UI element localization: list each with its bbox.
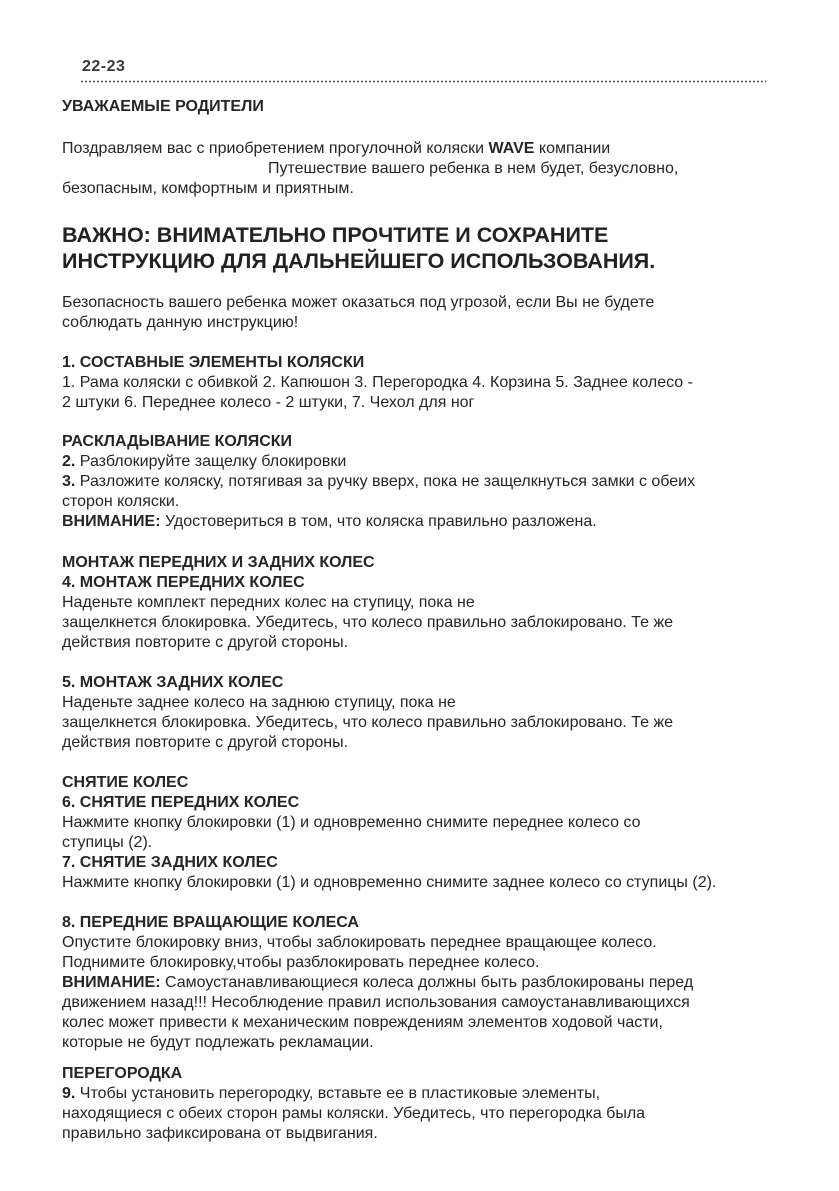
mounting-rear-line-3: действия повторите с другой стороны. (62, 734, 349, 751)
unfolding-step-3: 3. Разложите коляску, потягивая за ручку вверх, пока не защелкнуться замки с обеих (62, 473, 696, 490)
swivel-attention-4: которые не будут подлежать рекламации. (62, 1034, 374, 1051)
important-heading-line-1: ВАЖНО: ВНИМАТЕЛЬНО ПРОЧТИТЕ И СОХРАНИТЕ (62, 223, 609, 247)
unfolding-title: РАСКЛАДЫВАНИЕ КОЛЯСКИ (62, 433, 293, 450)
swivel-line-2: Поднимите блокировку,чтобы разблокировать переднее колесо. (62, 954, 540, 971)
unfolding-step-3-cont: сторон коляски. (62, 493, 180, 510)
removal-rear-title: 7. СНЯТИЕ ЗАДНИХ КОЛЕС (62, 854, 278, 871)
removal-front-line-1: Нажмите кнопку блокировки (1) и одновременно снимите переднее колесо со (62, 814, 641, 831)
removal-title: СНЯТИЕ КОЛЕС (62, 774, 189, 791)
divider-title: ПЕРЕГОРОДКА (62, 1065, 183, 1082)
greeting-title: УВАЖАЕМЫЕ РОДИТЕЛИ (62, 98, 264, 115)
brand-name: WAVE (488, 140, 535, 157)
important-heading-line-2: ИНСТРУКЦИЮ ДЛЯ ДАЛЬНЕЙШЕГО ИСПОЛЬЗОВАНИЯ. (62, 249, 656, 273)
divider-line-2: находящиеся с обеих сторон рамы коляски. Убедитесь, что перегородка была (62, 1105, 646, 1122)
unfolding-attention: ВНИМАНИЕ: Удостовериться в том, что коляска правильно разложена. (62, 513, 597, 530)
important-text-line-1: Безопасность вашего ребенка может оказаться под угрозой, если Вы не будете (62, 294, 655, 311)
components-line-1: 1. Рама коляски с обивкой 2. Капюшон 3. Перегородка 4. Корзина 5. Заднее колесо - (62, 374, 693, 391)
mounting-front-line-1: Наденьте комплект передних колес на ступицу, пока не (62, 594, 475, 611)
swivel-line-1: Опустите блокировку вниз, чтобы заблокировать переднее вращающее колесо. (62, 934, 657, 951)
swivel-attention-3: колес может привести к механическим повреждениям элементов ходовой части, (62, 1014, 663, 1031)
components-title: 1. СОСТАВНЫЕ ЭЛЕМЕНТЫ КОЛЯСКИ (62, 354, 365, 371)
swivel-title: 8. ПЕРЕДНИЕ ВРАЩАЮЩИЕ КОЛЕСА (62, 914, 359, 931)
removal-front-title: 6. СНЯТИЕ ПЕРЕДНИХ КОЛЕС (62, 794, 300, 811)
unfolding-step-2: 2. Разблокируйте защелку блокировки (62, 453, 347, 470)
removal-rear-line-1: Нажмите кнопку блокировки (1) и одновременно снимите заднее колесо со ступицы (2). (62, 874, 717, 891)
swivel-attention-1: ВНИМАНИЕ: Самоустанавливающиеся колеса должны быть разблокированы перед (62, 974, 694, 991)
mounting-title: МОНТАЖ ПЕРЕДНИХ И ЗАДНИХ КОЛЕС (62, 554, 375, 571)
greeting-line-2: Путешествие вашего ребенка в нем будет, безусловно, (268, 160, 679, 177)
removal-front-line-2: ступицы (2). (62, 834, 153, 851)
swivel-attention-2: движением назад!!! Несоблюдение правил использования самоустанавливающихся (62, 994, 690, 1011)
page-number: 22-23 (82, 58, 126, 75)
mounting-rear-title: 5. МОНТАЖ ЗАДНИХ КОЛЕС (62, 674, 284, 691)
important-text-line-2: соблюдать данную инструкцию! (62, 314, 299, 331)
components-line-2: 2 штуки 6. Переднее колесо - 2 штуки, 7. Чехол для ног (62, 394, 475, 411)
mounting-rear-line-1: Наденьте заднее колесо на заднюю ступицу, пока не (62, 694, 456, 711)
greeting-line-3: безопасным, комфортным и приятным. (62, 180, 354, 197)
mounting-front-title: 4. МОНТАЖ ПЕРЕДНИХ КОЛЕС (62, 574, 305, 591)
mounting-rear-line-2: защелкнется блокировка. Убедитесь, что колесо правильно заблокировано. Те же (62, 714, 674, 731)
divider-line-3: правильно зафиксирована от выдвигания. (62, 1125, 378, 1142)
greeting-line-1: Поздравляем вас с приобретением прогулочной коляски WAVE компании (62, 140, 611, 157)
dotted-divider (80, 80, 766, 83)
divider-line-1: 9. Чтобы установить перегородку, вставьте ее в пластиковые элементы, (62, 1085, 601, 1102)
mounting-front-line-3: действия повторите с другой стороны. (62, 634, 349, 651)
mounting-front-line-2: защелкнется блокировка. Убедитесь, что колесо правильно заблокировано. Те же (62, 614, 674, 631)
